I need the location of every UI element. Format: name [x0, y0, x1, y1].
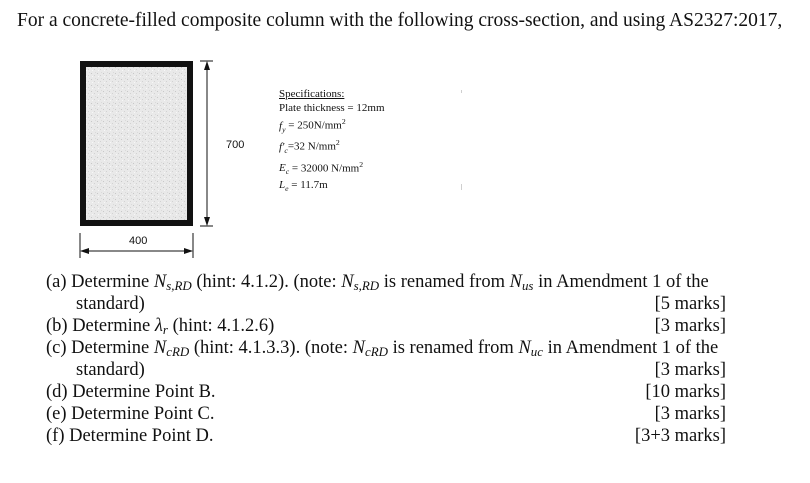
spec-le: $L_e = 11.7m$	[279, 178, 328, 193]
question-b-marks: [3 marks]	[654, 316, 726, 336]
spec-fy: $f_y = 250N/mm^2$	[279, 117, 346, 134]
spec-fc: $f'_c=32$ $N/mm^2$	[279, 138, 340, 156]
question-c-marks: [3 marks]	[654, 360, 726, 380]
specs-title: Specifications:	[279, 88, 345, 100]
question-a-continuation: standard)	[76, 294, 145, 314]
question-d: (d) Determine Point B.	[46, 382, 216, 402]
question-e: (e) Determine Point C.	[46, 404, 215, 424]
question-e-marks: [3 marks]	[654, 404, 726, 424]
question-f-marks: [3+3 marks]	[634, 426, 726, 446]
question-c: (c) Determine $N_{cRD}$ (hint: 4.1.3.3). (note: $N_{cRD}$ is renamed from $N_{uc}$ in Amendment 1 of the	[46, 338, 719, 359]
spec-plate-thickness: Plate thickness = 12mm	[279, 101, 385, 114]
scan-mark	[461, 90, 462, 93]
question-d-marks: [10 marks]	[645, 382, 726, 402]
concrete-infill	[86, 67, 187, 220]
spec-ec: $E_c = 32000$ $N/mm^2$	[279, 159, 364, 177]
width-label: 400	[129, 235, 148, 247]
specifications-block	[279, 88, 385, 196]
height-dimension-line	[200, 61, 213, 226]
question-b: (b) Determine $\lambda_r$ (hint: 4.1.2.6)	[46, 316, 275, 337]
height-label: 700	[226, 139, 245, 151]
intro-text: For a concrete-filled composite column with the following cross-section, and using AS2327:2017,	[17, 10, 783, 31]
question-f: (f) Determine Point D.	[46, 426, 214, 446]
question-c-continuation: standard)	[76, 360, 145, 380]
question-a-marks: [5 marks]	[654, 294, 726, 314]
scan-mark	[461, 184, 462, 190]
question-a: (a) Determine $N_{s,RD}$ (hint: 4.1.2). (note: $N_{s,RD}$ is renamed from $N_{us}$ in Amendment 1 of the	[46, 272, 709, 293]
